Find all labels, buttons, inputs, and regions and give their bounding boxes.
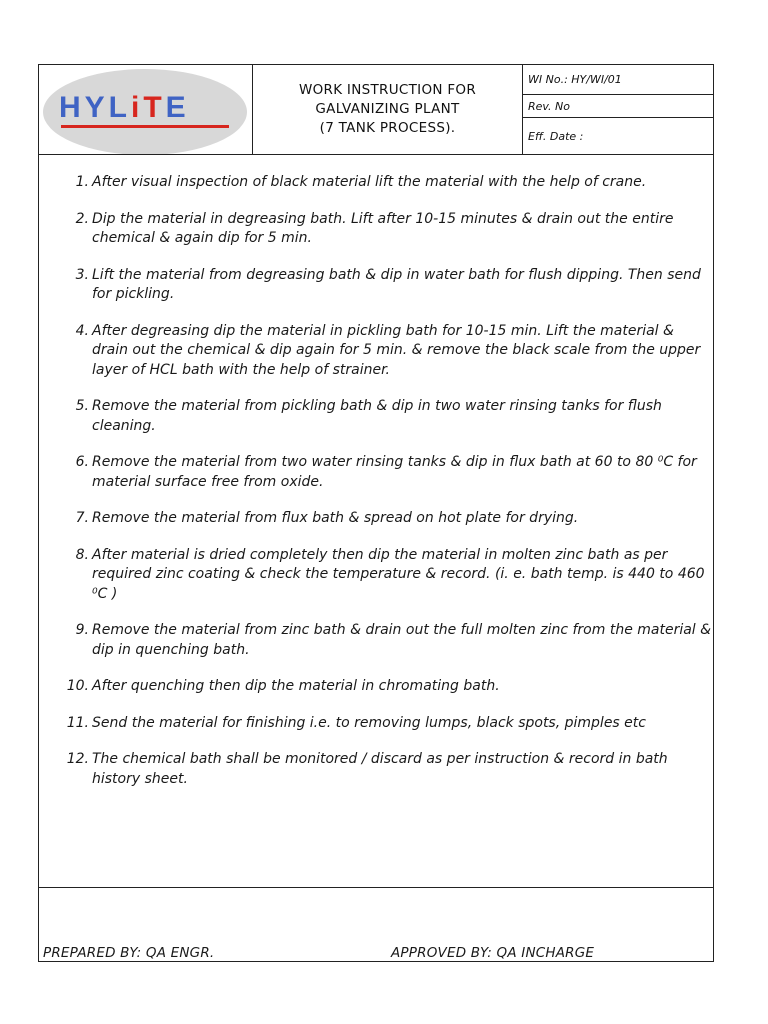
document-title xyxy=(253,65,523,154)
prepared-by: PREPARED BY: QA ENGR. xyxy=(43,945,215,961)
step-text: After material is dried completely then dip the material in molten zinc bath as per required zinc coating & check the temperature & record. (i. e. bath temp. is 440 to 460 ⁰C ) xyxy=(92,546,705,602)
instruction-list xyxy=(39,173,713,806)
logo-text-hyl: HYL xyxy=(59,91,131,124)
wi-number: WI No.: HY/WI/01 xyxy=(523,65,713,95)
instruction-step xyxy=(39,453,713,492)
instruction-step xyxy=(39,322,713,381)
step-text: Dip the material in degreasing bath. Lift after 10-15 minutes & drain out the entire chemical & again dip for 5 min. xyxy=(92,210,674,246)
step-number: 2. xyxy=(75,210,89,227)
instruction-step xyxy=(39,714,713,734)
instruction-step xyxy=(39,546,713,605)
footer-divider xyxy=(39,887,713,888)
company-logo xyxy=(59,91,190,125)
instruction-step xyxy=(39,210,713,249)
step-text: The chemical bath shall be monitored / discard as per instruction & record in bath history sheet. xyxy=(92,751,668,787)
instruction-step xyxy=(39,266,713,305)
logo-text-e: E xyxy=(165,91,190,124)
logo-cell xyxy=(39,65,253,154)
step-number: 7. xyxy=(75,510,89,526)
step-number: 10. xyxy=(66,678,89,694)
step-text: After quenching then dip the material in chromating bath. xyxy=(92,678,500,694)
instruction-step xyxy=(39,509,713,529)
instruction-step xyxy=(39,621,713,660)
instruction-step xyxy=(39,750,713,789)
step-number: 11. xyxy=(66,714,89,731)
logo-underline xyxy=(61,125,229,128)
step-text: Remove the material from pickling bath & dip in two water rinsing tanks for flush cleaning. xyxy=(92,398,662,434)
step-text: After degreasing dip the material in pickling bath for 10-15 min. Lift the material & drain out the chemical & dip again for 5 min. & remove the black scale from the upper layer of HCL bath with the help of strainer. xyxy=(92,322,701,378)
logo-text-i: i xyxy=(131,91,144,124)
step-number: 6. xyxy=(75,454,89,470)
document-meta xyxy=(523,65,713,154)
step-number: 8. xyxy=(75,546,89,563)
step-number: 12. xyxy=(66,751,89,767)
title-line-3: (7 TANK PROCESS). xyxy=(319,120,456,136)
title-line-2: GALVANIZING PLANT xyxy=(315,101,460,117)
document-frame xyxy=(38,64,714,962)
approved-by: APPROVED BY: QA INCHARGE xyxy=(391,945,595,961)
step-number: 3. xyxy=(75,266,89,283)
revision-number: Rev. No xyxy=(523,95,713,118)
effective-date: Eff. Date : xyxy=(528,129,584,143)
instruction-step xyxy=(39,173,713,193)
step-text: Remove the material from two water rinsing tanks & dip in flux bath at 60 to 80 ⁰C for material surface free from oxide. xyxy=(92,454,697,490)
step-text: Remove the material from zinc bath & drain out the full molten zinc from the material & dip in quenching bath. xyxy=(92,622,712,658)
step-text: Remove the material from flux bath & spread on hot plate for drying. xyxy=(92,510,579,526)
step-number: 1. xyxy=(75,174,89,190)
logo-text-t: T xyxy=(143,91,166,124)
step-text: After visual inspection of black material lift the material with the help of crane. xyxy=(92,174,647,190)
step-text: Send the material for finishing i.e. to removing lumps, black spots, pimples etc xyxy=(92,714,646,731)
step-number: 4. xyxy=(75,322,89,339)
step-number: 9. xyxy=(75,622,89,638)
instruction-step xyxy=(39,397,713,436)
step-text: Lift the material from degreasing bath & dip in water bath for flush dipping. Then send for pickling. xyxy=(92,266,701,302)
instruction-step xyxy=(39,677,713,697)
title-line-1: WORK INSTRUCTION FOR xyxy=(298,82,477,98)
step-number: 5. xyxy=(75,398,89,414)
document-header xyxy=(39,65,713,155)
instruction-body xyxy=(39,155,713,887)
